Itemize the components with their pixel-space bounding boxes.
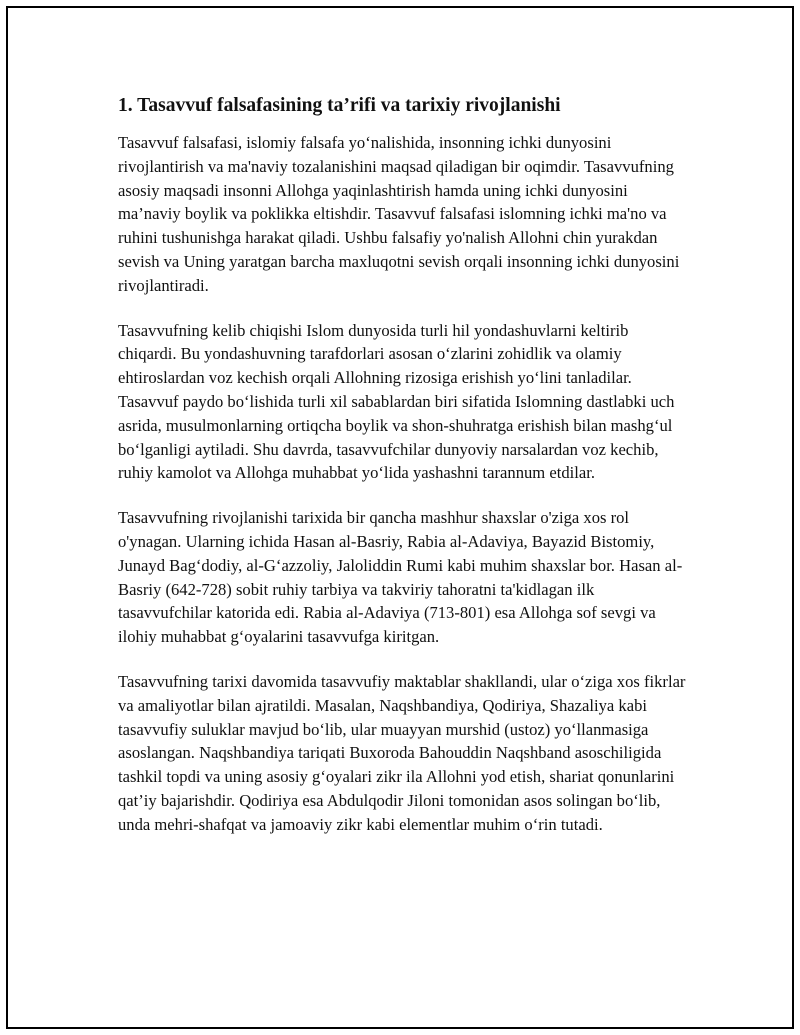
paragraph-definition: Tasavvuf falsafasi, islomiy falsafa yo‘nalishida, insonning ichki dunyosini rivojlantirish va ma'naviy tozalanishini maqsad qiladigan bir oqimdir. Tasavvufning asosiy maqsadi insonni Allohga yaqinlashtirish hamda uning ichki dunyosini ma’naviy boylik va poklikka eltishdir. Tasavvuf falsafasi islomning ichki ma'no va ruhini tushunishga harakat qiladi. Ushbu falsafiy yo'nalish Allohni chin yurakdan sevish va Uning yaratgan barcha maxluqotni sevish orqali insonning ichki dunyosini rivojlantiradi. — [118, 133, 680, 295]
paragraph-origins: Tasavvufning kelib chiqishi Islom dunyosida turli hil yondashuvlarni keltirib chiqardi. Bu yondashuvning tarafdorlari asosan o‘zlarini zohidlik va olamiy ehtiroslardan voz kechish orqali Allohning rizosiga erishish yo‘lini tanladilar. Tasavvuf paydo bo‘lishida turli xil sabablardan biri sifatida Islomning dastlabki uch asrida, musulmonlarning ortiqcha boylik va shon-shuhratga erishish bilan mashg‘ul bo‘lganligi aytiladi. Shu davrda, tasavvufchilar dunyoviy narsalardan voz kechib, ruhiy kamolot va Allohga muhabbat yo‘lida yashashni tarannum etdilar. — [118, 320, 675, 483]
document-body — [118, 92, 688, 858]
section-heading: 1. Tasavvuf falsafasining ta’rifi va tarixiy rivojlanishi — [118, 95, 561, 116]
paragraph-figures: Tasavvufning rivojlanishi tarixida bir qancha mashhur shaxslar o'ziga xos rol o'ynagan. Ularning ichida Hasan al-Basriy, Rabia al-Adaviya, Bayazid Bistomiy, Junayd Bag‘dodiy, al-G‘azzoliy, Jaloliddin Rumi kabi muhim shaxslar bor. Hasan al-Basriy (642-728) sobit ruhiy tarbiya va takviriy tahoratni ta'kidlagan ilk tasavvufchilar katorida edi. Rabia al-Adaviya (713-801) esa Allohga sof sevgi va ilohiy muhabbat g‘oyalarini tasavvufga kiritgan. — [118, 508, 683, 647]
paragraph-schools: Tasavvufning tarixi davomida tasavvufiy maktablar shakllandi, ular o‘ziga xos fikrlar va amaliyotlar bilan ajratildi. Masalan, Naqshbandiya, Qodiriya, Shazaliya kabi tasavvufiy suluklar mavjud bo‘lib, ular muayyan murshid (ustoz) yo‘llanmasiga asoslangan. Naqshbandiya tariqati Buxoroda Bahouddin Naqshband asoschiligida tashkil topdi va uning asosiy g‘oyalari zikr ila Allohni yod etish, shariat qonunlarini qat’iy bajarishdir. Qodiriya esa Abdulqodir Jiloni tomonidan asos solingan bo‘lib, unda mehri-shafqat va jamoaviy zikr kabi elementlar muhim o‘rin tutadi. — [118, 671, 686, 834]
